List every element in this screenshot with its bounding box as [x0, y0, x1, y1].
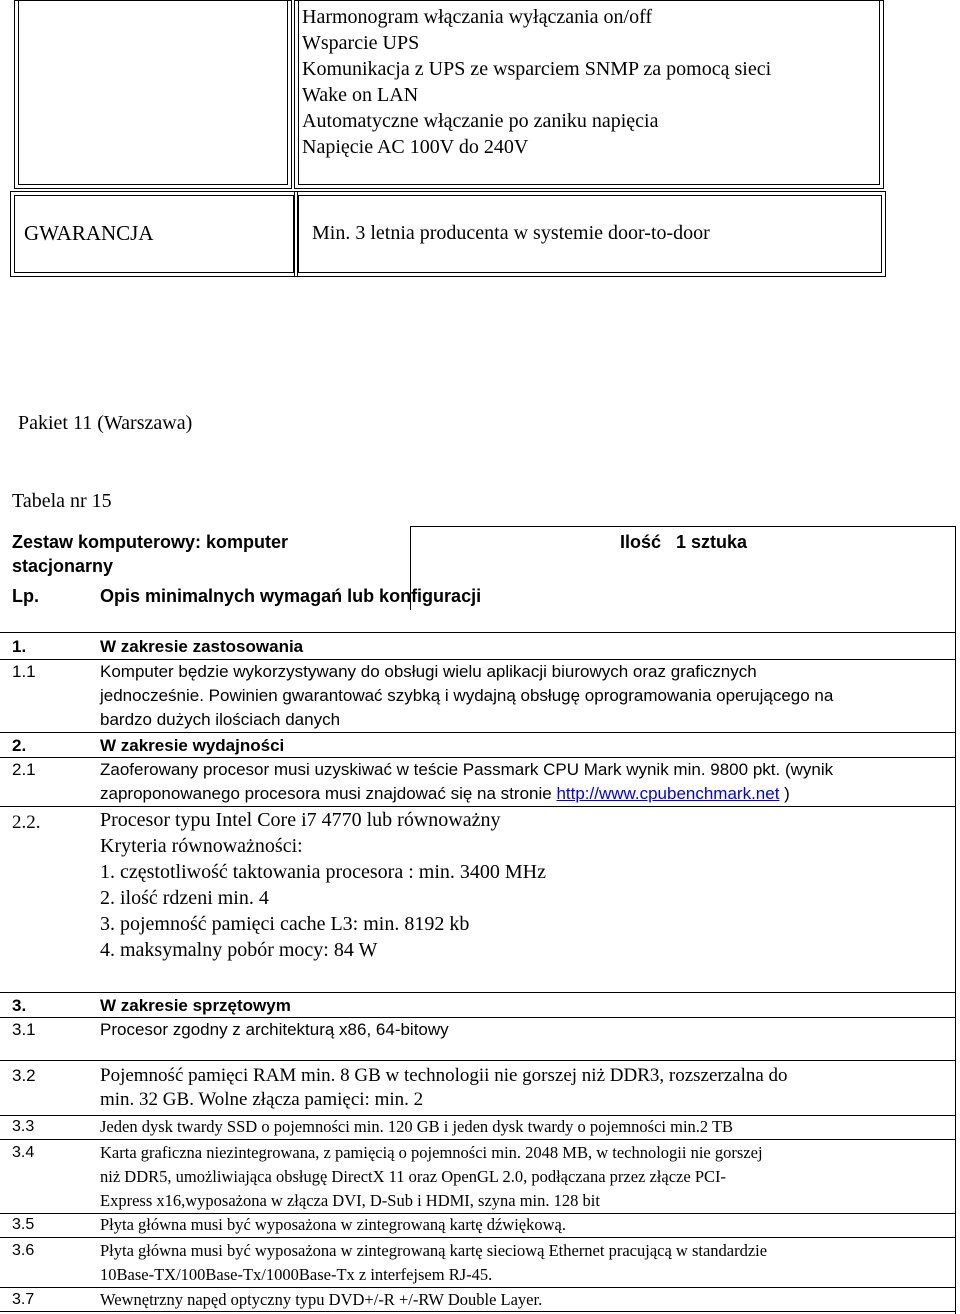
feature-item: Harmonogram włączania wyłączania on/off	[302, 6, 653, 28]
row-3-4-text: Karta graficzna niezintegrowana, z pamięcią o pojemności min. 2048 MB, w technologii nie gorszej niż DDR5, umożliwiająca obsługę DirectX 11 oraz OpenGL 2.0, podłączana przez złącze PCI- Express x16,wyposażona w złącza DVI, D-Sub i HDMI, szyna min. 128 bit	[100, 1143, 763, 1210]
row-2-1-num: 2.1	[12, 760, 36, 779]
warranty-value: Min. 3 letnia producenta w systemie door-to-door	[312, 222, 710, 244]
feature-item: Napięcie AC 100V do 240V	[302, 136, 529, 158]
row-2-1-text: Zaoferowany procesor musi uzyskiwać w teście Passmark CPU Mark wynik min. 9800 pkt. (wynik zaproponowanego procesora musi znajdować się na stronie http://www.cpubenchmark.net )	[100, 760, 834, 803]
section-3-title: W zakresie sprzętowym	[100, 996, 291, 1015]
row-3-1-text: Procesor zgodny z architekturą x86, 64-bitowy	[100, 1020, 449, 1039]
features-left-cell-inner	[18, 0, 288, 185]
row-3-3-num: 3.3	[12, 1118, 35, 1135]
row-3-5-num: 3.5	[12, 1216, 35, 1233]
quantity-label: Ilość 1 sztuka	[620, 532, 748, 552]
section-1-title: W zakresie zastosowania	[100, 637, 304, 656]
row-3-2-text: Pojemność pamięci RAM min. 8 GB w technologii nie gorszej niż DDR3, rozszerzalna do min. 32 GB. Wolne złącza pamięci: min. 2	[100, 1065, 788, 1110]
row-1-1-text: Komputer będzie wykorzystywany do obsługi wielu aplikacji biurowych oraz graficznych jednocześnie. Powinien gwarantować szybką i wydajną obsługę oprogramowania operującego na bardzo dużych ilościach danych	[100, 662, 834, 729]
package-title: Pakiet 11 (Warszawa)	[18, 412, 193, 434]
feature-item: Komunikacja z UPS ze wsparciem SNMP za pomocą sieci	[302, 58, 772, 80]
row-3-3-text: Jeden dysk twardy SSD o pojemności min. 120 GB i jeden dysk twardy o pojemności min.2 TB	[100, 1117, 734, 1136]
row-3-7-text: Wewnętrzny napęd optyczny typu DVD+/-R +/-RW Double Layer.	[100, 1290, 543, 1309]
section-2-num: 2.	[12, 736, 27, 755]
row-3-6-num: 3.6	[12, 1242, 35, 1259]
row-3-5-text: Płyta główna musi być wyposażona w zintegrowaną kartę dźwiękową.	[100, 1215, 566, 1234]
section-2-title: W zakresie wydajności	[100, 736, 285, 755]
table-number: Tabela nr 15	[12, 490, 112, 512]
feature-item: Wake on LAN	[302, 84, 419, 106]
row-3-1-num: 3.1	[12, 1020, 36, 1039]
feature-list	[302, 4, 877, 160]
row-3-7-num: 3.7	[12, 1291, 35, 1308]
set-label: Zestaw komputerowy: komputer stacjonarny	[12, 532, 289, 576]
row-3-4-num: 3.4	[12, 1144, 35, 1161]
cpubenchmark-link[interactable]: http://www.cpubenchmark.net	[556, 784, 780, 803]
warranty-label: GWARANCJA	[24, 221, 154, 245]
row-1-1-num: 1.1	[12, 662, 36, 681]
section-1-num: 1.	[12, 637, 27, 656]
row-2-2-num: 2.2.	[12, 812, 41, 833]
column-lp: Lp.	[12, 586, 39, 606]
column-description: Opis minimalnych wymagań lub konfiguracji	[100, 586, 482, 606]
row-2-2-text: Procesor typu Intel Core i7 4770 lub równoważny Kryteria równoważności: 1. częstotliwość taktowania procesora : min. 3400 MHz 2. ilość rdzeni min. 4 3. pojemność pamięci cache L3: min. 8192 kb 4. maksymalny pobór mocy: 84 W	[100, 809, 546, 961]
feature-item: Automatyczne włączanie po zaniku napięcia	[302, 110, 659, 132]
section-3-num: 3.	[12, 996, 27, 1015]
feature-item: Wsparcie UPS	[302, 32, 420, 54]
row-3-6-text: Płyta główna musi być wyposażona w zintegrowaną kartę sieciową Ethernet pracującą w standardzie 10Base-TX/100Base-Tx/1000Base-Tx z interfejsem RJ-45.	[100, 1241, 768, 1284]
row-3-2-num: 3.2	[12, 1066, 36, 1085]
